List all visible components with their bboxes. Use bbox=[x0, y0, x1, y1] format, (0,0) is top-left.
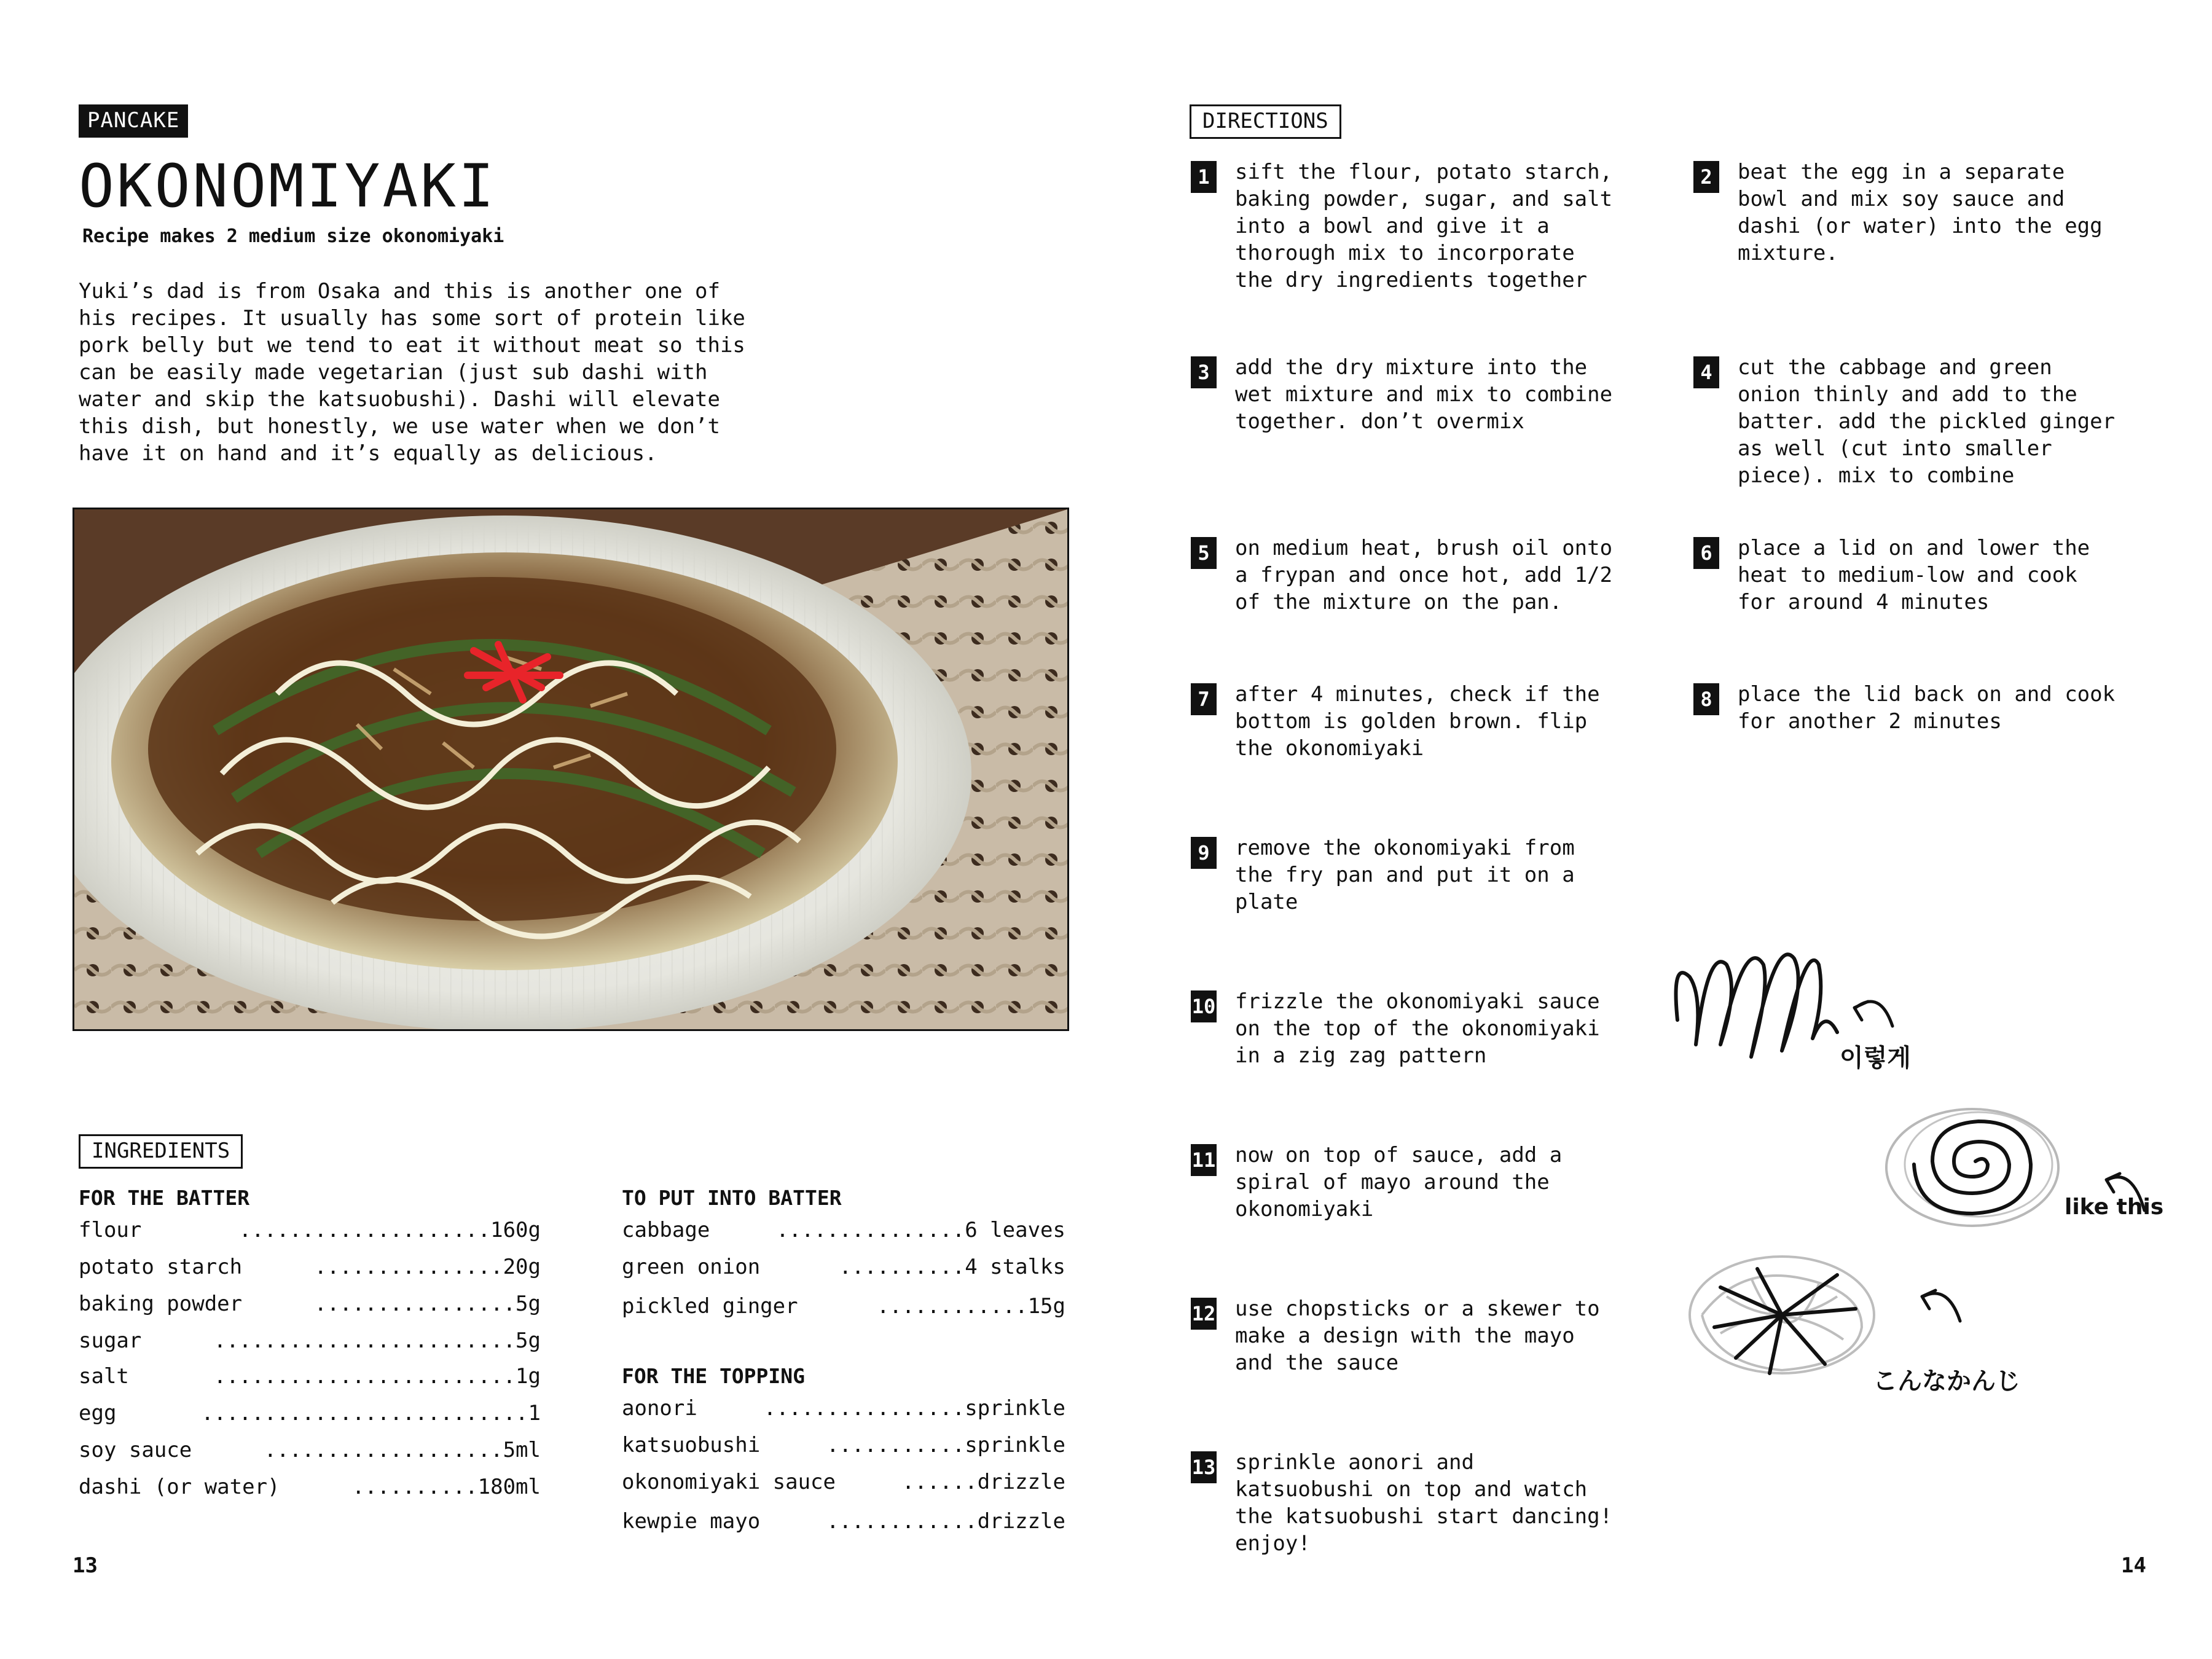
step-text: cut the cabbage and green onion thinly and add to the batter. add the pickled ginger as well (cut into smaller piece). mix to combine bbox=[1738, 355, 2116, 488]
page-number-right: 14 bbox=[2121, 1553, 2146, 1578]
step-text: use chopsticks or a skewer to make a design with the mayo and the sauce bbox=[1235, 1296, 1600, 1375]
step-number: 5 bbox=[1191, 537, 1217, 569]
step-number: 10 bbox=[1191, 990, 1217, 1022]
spiral-sketch bbox=[1880, 1088, 2151, 1247]
step-number: 2 bbox=[1693, 161, 1719, 193]
step-number: 4 bbox=[1693, 356, 1719, 388]
step-text: sift the flour, potato starch, baking powder, sugar, and salt into a bowl and give it a thorough mix to incorporate the dry ingredients together bbox=[1235, 160, 1613, 292]
okonomiyaki-illustration bbox=[74, 509, 1067, 1029]
design-note: こんなかんじ bbox=[1873, 1367, 2020, 1395]
step-number: 12 bbox=[1191, 1298, 1217, 1330]
step-number: 6 bbox=[1693, 537, 1719, 569]
step-text: frizzle the okonomiyaki sauce on the top of the okonomiyaki in a zig zag pattern bbox=[1235, 989, 1600, 1068]
step-number: 11 bbox=[1191, 1144, 1217, 1176]
spiral-note: like this bbox=[2065, 1194, 2164, 1220]
topping-heading: FOR THE TOPPING bbox=[622, 1364, 806, 1388]
into-batter-heading: TO PUT INTO BATTER bbox=[622, 1186, 842, 1210]
step-text: after 4 minutes, check if the bottom is golden brown. flip the okonomiyaki bbox=[1235, 682, 1600, 761]
batter-heading: FOR THE BATTER bbox=[79, 1186, 250, 1210]
zigzag-note: 이렇게 bbox=[1840, 1044, 1911, 1072]
step-number: 3 bbox=[1191, 356, 1217, 388]
ingredients-tag: INGREDIENTS bbox=[79, 1134, 243, 1169]
recipe-yield: Recipe makes 2 medium size okonomiyaki bbox=[82, 226, 504, 247]
step-number: 1 bbox=[1191, 161, 1217, 193]
step-text: beat the egg in a separate bowl and mix soy sauce and dashi (or water) into the egg mixture. bbox=[1738, 160, 2103, 265]
recipe-intro: Yuki’s dad is from Osaka and this is another one of his recipes. It usually has some sort of protein like pork belly but we tend to eat it without meat so this can be easily made vegetarian (just sub dashi with water and skip the katsuobushi). Dashi will elevate this dish, but honestly, we use water when we don’t have it on hand and it’s equally as delicious. bbox=[79, 279, 745, 466]
okonomiyaki-photo bbox=[73, 508, 1069, 1031]
recipe-title: OKONOMIYAKI bbox=[79, 152, 496, 221]
directions-tag: DIRECTIONS bbox=[1190, 104, 1341, 139]
step-number: 9 bbox=[1191, 837, 1217, 869]
step-text: remove the okonomiyaki from the fry pan and put it on a plate bbox=[1235, 836, 1575, 914]
step-text: now on top of sauce, add a spiral of mayo around the okonomiyaki bbox=[1235, 1143, 1563, 1222]
step-number: 8 bbox=[1693, 683, 1719, 715]
step-text: sprinkle aonori and katsuobushi on top and watch the katsuobushi start dancing! enjoy! bbox=[1235, 1450, 1613, 1556]
step-number: 7 bbox=[1191, 683, 1217, 715]
step-text: add the dry mixture into the wet mixture and mix to combine together. don’t overmix bbox=[1235, 355, 1613, 434]
step-text: place the lid back on and cook for another 2 minutes bbox=[1738, 682, 2116, 734]
step-text: place a lid on and lower the heat to medium-low and cook for around 4 minutes bbox=[1738, 536, 2090, 614]
step-number: 13 bbox=[1191, 1451, 1217, 1483]
step-text: on medium heat, brush oil onto a frypan and once hot, add 1/2 of the mixture on the pan. bbox=[1235, 536, 1613, 614]
category-tag: PANCAKE bbox=[79, 104, 188, 138]
page-number-left: 13 bbox=[73, 1553, 98, 1578]
